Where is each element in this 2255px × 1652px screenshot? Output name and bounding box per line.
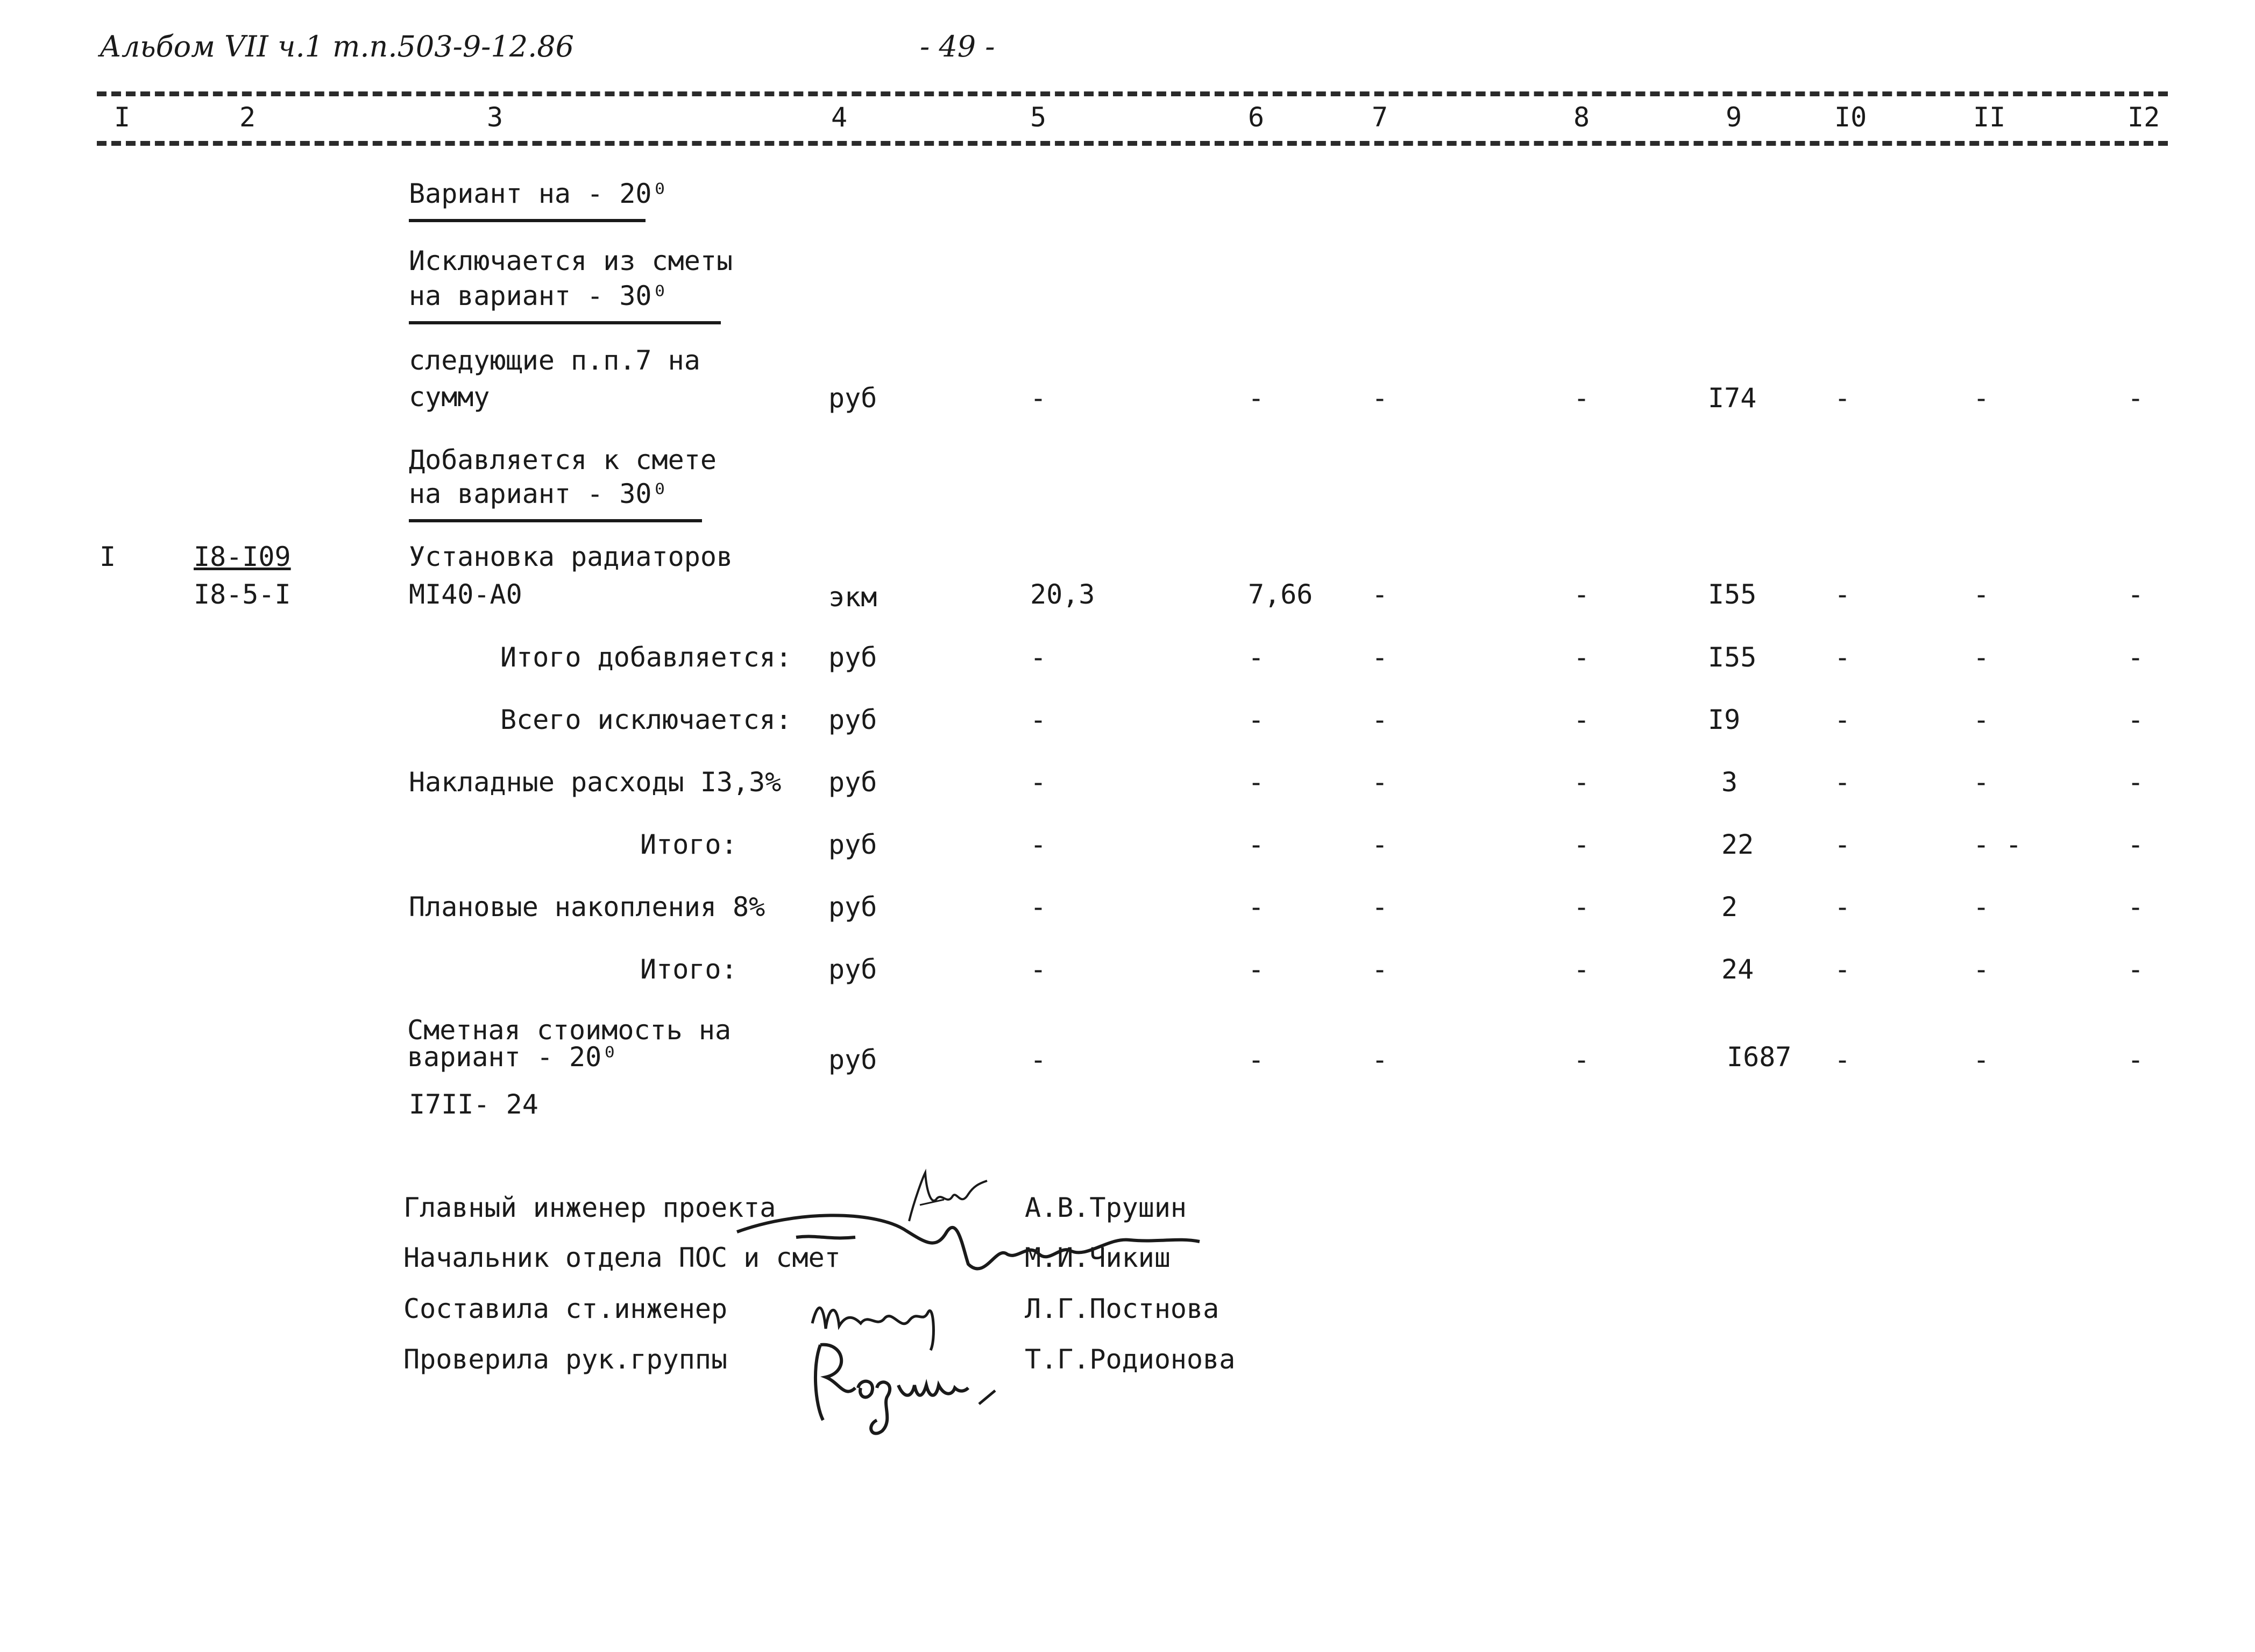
cell-description: Плановые накопления 8% [409, 891, 765, 923]
cell-description: Итого: [640, 829, 738, 860]
cell-col5: - [1030, 704, 1047, 735]
cell-col11: - [1973, 642, 1990, 673]
cell-col12: - [2128, 891, 2144, 923]
cell-col7: - [1372, 767, 1388, 798]
cell-col12: - [2128, 767, 2144, 798]
cell-col7: - [1372, 891, 1388, 923]
cell-col9: I55 [1708, 579, 1757, 610]
cell-unit: руб [828, 954, 877, 985]
cell-col7: - [1372, 642, 1388, 673]
cell-description: Установка радиаторов [409, 541, 733, 572]
column-number: II [1973, 102, 2006, 133]
header-rule-top [97, 91, 2168, 96]
cell-col9: 24 [1721, 954, 1754, 985]
cell-col8: - [1573, 1044, 1590, 1075]
cell-unit: руб [828, 642, 877, 673]
cell-code: I8-5-I [194, 579, 291, 610]
cell-col12: - [2128, 579, 2144, 610]
cell-col8: - [1573, 891, 1590, 923]
section-heading-variant-20: Вариант на - 20⁰ [409, 178, 668, 209]
cell-col5: - [1030, 829, 1047, 860]
cell-col5: - [1030, 891, 1047, 923]
handwritten-signature [732, 1200, 1205, 1286]
cell-col8: - [1573, 767, 1590, 798]
heading-underline [409, 321, 721, 324]
cell-col6: - [1248, 954, 1265, 985]
cell-col9: 2 [1721, 891, 1738, 923]
cell-col6: - [1248, 767, 1265, 798]
footnote: I7II- 24 [409, 1089, 538, 1120]
page-number: - 49 - [920, 30, 995, 63]
cell-col9: 3 [1721, 767, 1738, 798]
cell-col7: - [1372, 704, 1388, 735]
cell-col9: 22 [1721, 829, 1754, 860]
cell-col11: - [1973, 579, 1990, 610]
cell-col10: - [1834, 704, 1851, 735]
column-number: 3 [487, 102, 504, 133]
column-number: 2 [239, 102, 256, 133]
cell-col6: - [1248, 642, 1265, 673]
cell-col6: - [1248, 382, 1265, 414]
cell-col11: - [1973, 954, 1990, 985]
cell-col10: - [1834, 579, 1851, 610]
cell-col10: - [1834, 382, 1851, 414]
column-number: 8 [1573, 102, 1590, 133]
cell-col9: I55 [1708, 642, 1757, 673]
cell-description: Всего исключается: [500, 704, 792, 735]
cell-col10: - [1834, 954, 1851, 985]
section-heading-added: на вариант - 30⁰ [409, 478, 668, 509]
cell-description: Итого: [640, 954, 738, 985]
cell-col6: 7,66 [1248, 579, 1313, 610]
cell-col9: I74 [1708, 382, 1757, 414]
cell-description: МI40-А0 [409, 579, 522, 610]
cell-col9: I9 [1708, 704, 1741, 735]
cell-col10: - [1834, 1044, 1851, 1075]
cell-col7: - [1372, 829, 1388, 860]
cell-description: Итого добавляется: [500, 642, 792, 673]
cell-unit: руб [828, 891, 877, 923]
heading-underline [409, 219, 646, 222]
signature-name: М.И.Чикиш [1025, 1242, 1171, 1273]
cell-col11: - [1973, 704, 1990, 735]
cell-col11: - [1973, 891, 1990, 923]
cell-col5: - [1030, 382, 1047, 414]
cell-col6: - [1248, 829, 1265, 860]
cell-unit: руб [828, 767, 877, 798]
column-number: 7 [1372, 102, 1388, 133]
column-number: I0 [1834, 102, 1867, 133]
cell-col12: - [2128, 1044, 2144, 1075]
cell-col11: - [1973, 1044, 1990, 1075]
cell-col10: - [1834, 642, 1851, 673]
cell-col5: - [1030, 642, 1047, 673]
section-heading-excluded: на вариант - 30⁰ [409, 280, 668, 311]
cell-col8: - [1573, 382, 1590, 414]
following-items-label: следующие п.п.7 на [409, 345, 700, 376]
cell-description: Сметная стоимость на [407, 1015, 732, 1046]
column-number: I [114, 102, 131, 133]
cell-unit: руб [828, 704, 877, 735]
signature-role: Главный инженер проекта [403, 1192, 776, 1223]
column-number: 9 [1726, 102, 1742, 133]
cell-item-number: I [100, 541, 116, 572]
cell-col5: - [1030, 767, 1047, 798]
cell-col5: - [1030, 1044, 1047, 1075]
cell-col6: - [1248, 704, 1265, 735]
cell-col11: - [1973, 382, 1990, 414]
signature-name: Л.Г.Постнова [1025, 1293, 1219, 1324]
cell-col9: I687 [1727, 1041, 1792, 1073]
cell-unit: экм [828, 582, 877, 613]
signature-role: Составила ст.инженер [403, 1293, 728, 1324]
cell-col10: - [1834, 767, 1851, 798]
column-number: 5 [1030, 102, 1047, 133]
cell-col8: - [1573, 642, 1590, 673]
cell-description: вариант - 20⁰ [407, 1041, 618, 1073]
signature-role: Начальник отдела ПОС и смет [403, 1242, 841, 1273]
header-rule-bottom [97, 141, 2168, 146]
cell-col5: - [1030, 954, 1047, 985]
cell-description: Накладные расходы I3,3% [409, 767, 782, 798]
section-heading-excluded: Исключается из сметы [409, 245, 733, 276]
cell-col10: - [1834, 829, 1851, 860]
album-reference: Альбом VII ч.1 т.п.503-9-12.86 [100, 30, 575, 63]
cell-col11: - [1973, 767, 1990, 798]
cell-unit: руб [828, 1044, 877, 1075]
cell-col8: - [1573, 579, 1590, 610]
cell-col5: 20,3 [1030, 579, 1095, 610]
cell-col8: - [1573, 704, 1590, 735]
cell-col6: - [1248, 1044, 1265, 1075]
cell-col6: - [1248, 891, 1265, 923]
following-items-label: сумму [409, 381, 490, 413]
cell-col8: - [1573, 829, 1590, 860]
cell-col12: - [2128, 642, 2144, 673]
cell-col12: - [2128, 829, 2144, 860]
column-number: 4 [831, 102, 848, 133]
cell-unit: руб [828, 829, 877, 860]
signature-role: Проверила рук.группы [403, 1344, 728, 1375]
cell-col7: - [1372, 954, 1388, 985]
column-number: I2 [2128, 102, 2160, 133]
cell-col7: - [1372, 1044, 1388, 1075]
section-heading-added: Добавляется к смете [409, 444, 717, 476]
cell-col7: - [1372, 382, 1388, 414]
cell-col12: - [2128, 954, 2144, 985]
handwritten-signature [807, 1334, 1011, 1442]
column-number: 6 [1248, 102, 1265, 133]
cell-col8: - [1573, 954, 1590, 985]
cell-code: I8-I09 [194, 541, 291, 572]
signature-name: Т.Г.Родионова [1025, 1344, 1236, 1375]
cell-col12: - [2128, 704, 2144, 735]
cell-col12: - [2128, 382, 2144, 414]
heading-underline [409, 519, 702, 522]
cell-col11: - - [1973, 829, 2022, 860]
cell-unit: руб [828, 382, 877, 414]
cell-col10: - [1834, 891, 1851, 923]
signature-name: А.В.Трушин [1025, 1192, 1187, 1223]
cell-col7: - [1372, 579, 1388, 610]
